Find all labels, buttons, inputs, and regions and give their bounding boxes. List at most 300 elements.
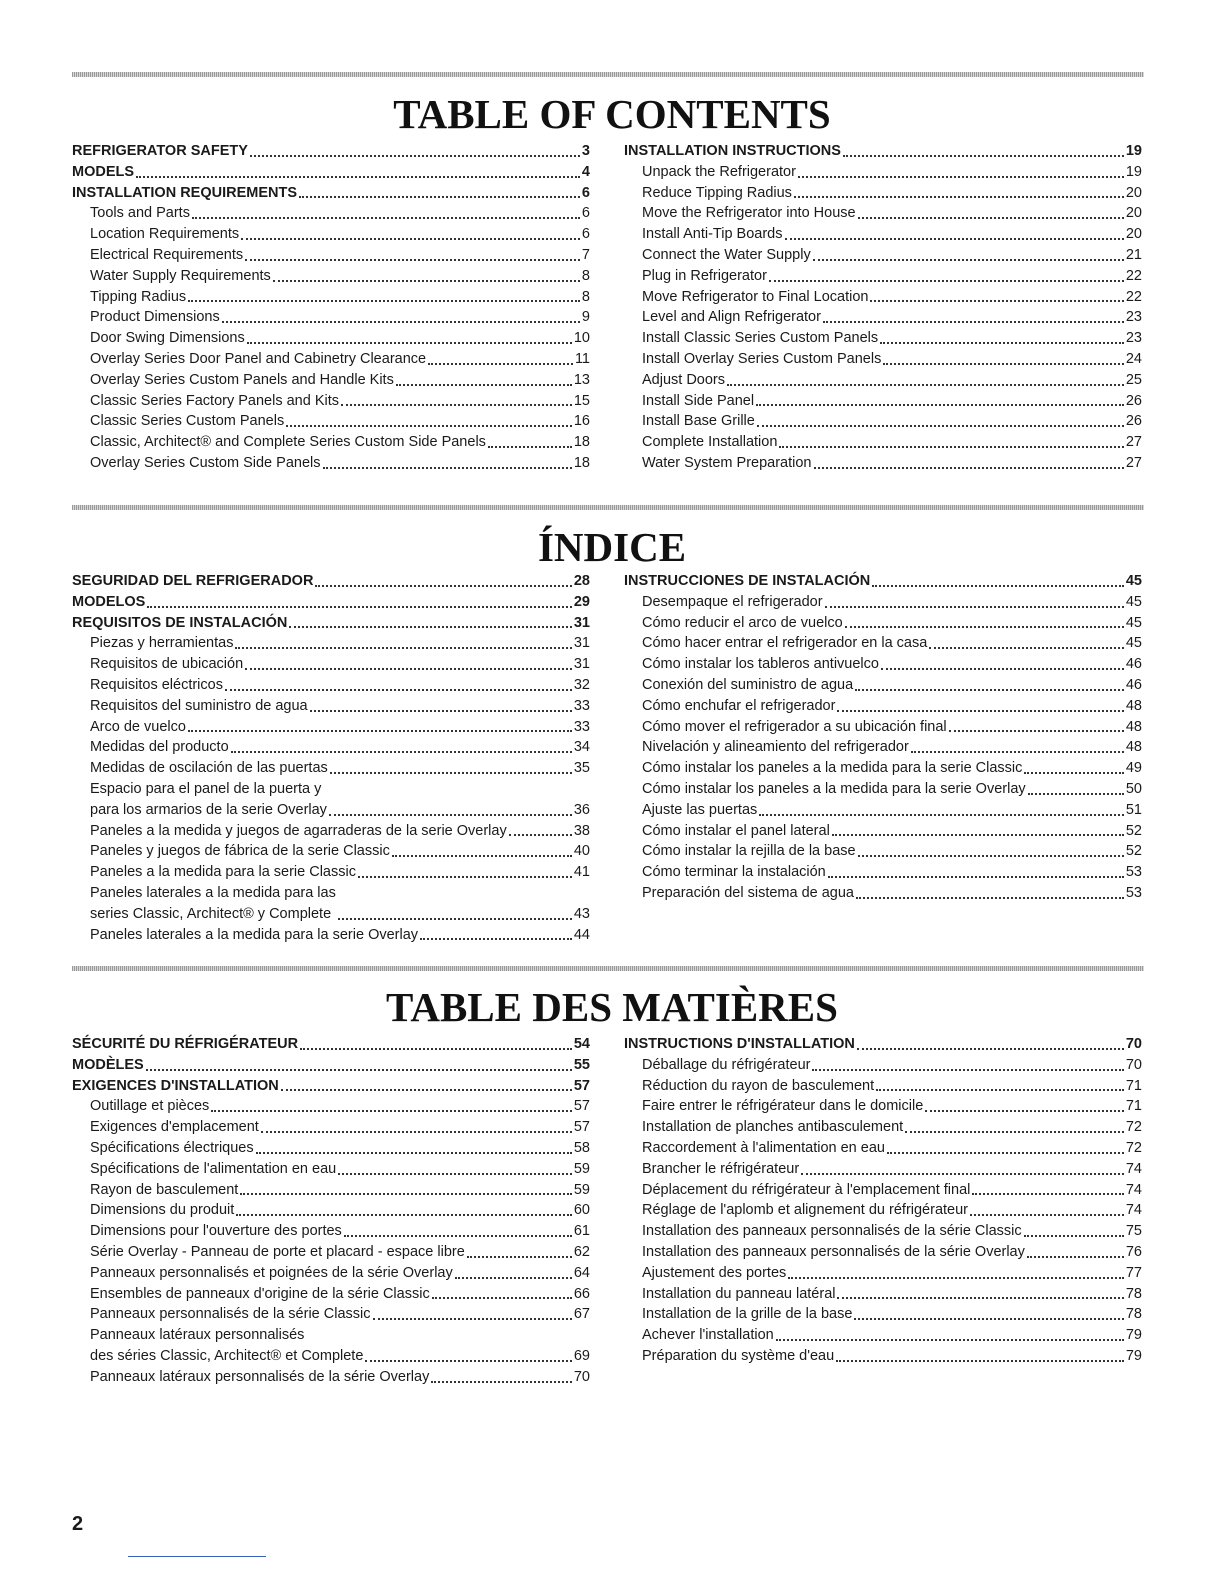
toc-entry-page: 57: [573, 1119, 590, 1136]
dot-leader: [970, 1214, 1124, 1216]
toc-entry-page: 6: [581, 205, 590, 222]
dot-leader: [310, 710, 572, 712]
toc-entry-page: 62: [573, 1243, 590, 1260]
dot-leader: [872, 585, 1124, 587]
toc-entry-label: Water System Preparation: [642, 454, 812, 471]
toc-entry-page: 20: [1125, 226, 1142, 243]
toc-entry[interactable]: [72, 245, 590, 266]
toc-entry-label-line: para los armarios de la serie Overlay: [90, 801, 327, 818]
toc-entry-label: Cómo instalar la rejilla de la base: [642, 843, 856, 860]
dot-leader: [330, 772, 572, 774]
toc-entry-label: Install Side Panel: [642, 392, 755, 409]
dot-leader: [241, 238, 580, 240]
dot-leader: [245, 668, 572, 670]
toc-entry-page: 69: [573, 1347, 590, 1364]
dot-leader: [825, 606, 1124, 608]
toc-entry[interactable]: [624, 411, 1142, 432]
toc-entry[interactable]: [72, 758, 590, 779]
toc-entry[interactable]: [624, 633, 1142, 654]
toc-entry-page: 57: [573, 1077, 590, 1094]
toc-entry-label: Ajuste las puertas: [642, 801, 758, 818]
toc-entry-page: 6: [581, 226, 590, 243]
toc-entry[interactable]: [624, 1159, 1142, 1180]
section-divider: [72, 505, 1144, 510]
toc-entry-page: 41: [573, 864, 590, 881]
toc-entry-label: SEGURIDAD DEL REFRIGERADOR: [72, 573, 314, 589]
toc-entry[interactable]: [72, 696, 590, 717]
dot-leader: [261, 1131, 572, 1133]
toc-entry-page: 46: [1125, 676, 1142, 693]
dot-leader: [880, 342, 1124, 344]
toc-entry-page: 13: [573, 371, 590, 388]
dot-leader: [836, 1360, 1124, 1362]
toc-heading-entry[interactable]: [72, 1076, 590, 1097]
toc-entry-page: 31: [573, 656, 590, 673]
toc-entry[interactable]: [72, 266, 590, 287]
toc-entry[interactable]: [72, 841, 590, 862]
toc-entry-page: 31: [573, 635, 590, 652]
toc-entry-page: 79: [1125, 1327, 1142, 1344]
toc-heading-entry[interactable]: [624, 141, 1142, 162]
toc-entry-label: Classic, Architect® and Complete Series Custom Side Panels: [90, 434, 486, 451]
toc-entry-page: 59: [573, 1160, 590, 1177]
toc-entry[interactable]: [72, 1242, 590, 1263]
toc-entry-label-line: Panneaux latéraux personnalisés: [90, 1327, 305, 1344]
dot-leader: [1027, 1256, 1124, 1258]
toc-entry[interactable]: [624, 1138, 1142, 1159]
toc-entry-label: Cómo instalar los tableros antivuelco: [642, 656, 879, 673]
toc-entry-label: Panneaux personnalisés de la série Classic: [90, 1306, 371, 1323]
toc-entry-label: Exigences d'emplacement: [90, 1119, 259, 1136]
toc-entry-page: 45: [1125, 593, 1142, 610]
toc-entry-page: 74: [1125, 1181, 1142, 1198]
toc-entry[interactable]: [624, 841, 1142, 862]
toc-entry[interactable]: [72, 821, 590, 842]
toc-entry[interactable]: [624, 1284, 1142, 1305]
toc-heading-entry[interactable]: [72, 613, 590, 634]
toc-entry-label: Installation de la grille de la base: [642, 1306, 853, 1323]
toc-entry-page: 72: [1125, 1139, 1142, 1156]
toc-entry[interactable]: [624, 245, 1142, 266]
toc-entry-page: 78: [1125, 1285, 1142, 1302]
toc-entry[interactable]: [72, 391, 590, 412]
toc-entry[interactable]: [624, 1346, 1142, 1367]
toc-entry[interactable]: [72, 1284, 590, 1305]
toc-entry-label: Conexión del suministro de agua: [642, 676, 854, 693]
toc-entry-label: Cómo reducir el arco de vuelco: [642, 614, 843, 631]
toc-entry-page: 48: [1125, 739, 1142, 756]
toc-entry-page: 59: [573, 1181, 590, 1198]
toc-entry-page: 40: [573, 843, 590, 860]
toc-entry[interactable]: [624, 862, 1142, 883]
dot-leader: [759, 814, 1124, 816]
toc-entry[interactable]: [624, 328, 1142, 349]
toc-entry-page: 58: [573, 1139, 590, 1156]
toc-entry-label: REQUISITOS DE INSTALACIÓN: [72, 614, 288, 631]
toc-entry[interactable]: [72, 633, 590, 654]
toc-entry[interactable]: [624, 800, 1142, 821]
toc-entry[interactable]: [72, 1117, 590, 1138]
dot-leader: [273, 280, 580, 282]
toc-entry[interactable]: [624, 592, 1142, 613]
toc-entry-page: 53: [1125, 864, 1142, 881]
toc-entry-page: 66: [573, 1285, 590, 1302]
toc-entry-label: Nivelación y alineamiento del refrigerador: [642, 739, 909, 756]
toc-entry-label: Preparación del sistema de agua: [642, 884, 854, 901]
dot-leader: [245, 259, 580, 261]
toc-entry[interactable]: [72, 328, 590, 349]
toc-entry-page: 52: [1125, 822, 1142, 839]
dot-leader: [455, 1277, 572, 1279]
toc-entry-label: MODELOS: [72, 593, 146, 610]
toc-entry-page: 43: [573, 905, 590, 922]
dot-leader: [136, 176, 580, 178]
dot-leader: [420, 938, 572, 940]
toc-entry-label: MODELS: [72, 163, 135, 180]
dot-leader: [794, 196, 1124, 198]
toc-entry[interactable]: [624, 758, 1142, 779]
toc-heading-entry[interactable]: [624, 1034, 1142, 1055]
toc-entry-label: Cómo instalar los paneles a la medida para la serie Classic: [642, 760, 1023, 777]
toc-entry-page: 64: [573, 1264, 590, 1281]
dot-leader: [358, 876, 572, 878]
toc-entry-page: 18: [573, 434, 590, 451]
toc-entry-page: 29: [573, 593, 590, 610]
toc-entry-page: 3: [581, 143, 590, 159]
toc-heading-entry[interactable]: [72, 162, 590, 183]
toc-entry-label: Move the Refrigerator into House: [642, 205, 856, 222]
toc-entry-label-line: des séries Classic, Architect® et Complete: [90, 1347, 364, 1364]
toc-entry[interactable]: [624, 453, 1142, 474]
toc-heading-entry[interactable]: [72, 571, 590, 592]
dot-leader: [801, 1173, 1124, 1175]
toc-entry[interactable]: [624, 224, 1142, 245]
toc-entry-page: 6: [581, 184, 590, 201]
toc-entry-page: 52: [1125, 843, 1142, 860]
toc-entry-label: [90, 779, 327, 821]
toc-entry[interactable]: [72, 654, 590, 675]
dot-leader: [881, 668, 1124, 670]
toc-entry[interactable]: [72, 675, 590, 696]
toc-entry-label: Product Dimensions: [90, 309, 220, 326]
footer-line: [128, 1556, 266, 1557]
toc-entry-label: Plug in Refrigerator: [642, 267, 767, 284]
toc-entry-label: Arco de vuelco: [90, 718, 186, 735]
toc-entry[interactable]: [624, 162, 1142, 183]
toc-entry-label: Connect the Water Supply: [642, 246, 811, 263]
toc-entry-label: INSTALLATION INSTRUCTIONS: [624, 143, 841, 159]
toc-heading-entry[interactable]: [72, 1055, 590, 1076]
dot-leader: [949, 730, 1124, 732]
toc-entry-page: 10: [573, 330, 590, 347]
toc-entry[interactable]: [624, 183, 1142, 204]
dot-leader: [373, 1318, 572, 1320]
toc-entry[interactable]: [624, 737, 1142, 758]
toc-entry[interactable]: [624, 613, 1142, 634]
toc-entry[interactable]: [624, 1304, 1142, 1325]
dot-leader: [832, 834, 1124, 836]
toc-entry-page: 71: [1125, 1077, 1142, 1094]
toc-entry[interactable]: [72, 370, 590, 391]
toc-entry-page: 45: [1125, 614, 1142, 631]
toc-entry[interactable]: [72, 1138, 590, 1159]
toc-entry-label: Installation des panneaux personnalisés de la série Overlay: [642, 1243, 1025, 1260]
toc-entry-page: 34: [573, 739, 590, 756]
dot-leader: [146, 1069, 572, 1071]
toc-entry[interactable]: [624, 883, 1142, 904]
toc-entry[interactable]: [72, 717, 590, 738]
toc-entry-label: Rayon de basculement: [90, 1181, 239, 1198]
toc-entry-page: 44: [573, 926, 590, 943]
dot-leader: [315, 585, 571, 587]
toc-entry[interactable]: [624, 1200, 1142, 1221]
toc-entry-label: Install Classic Series Custom Panels: [642, 330, 879, 347]
toc-entry-label: Outillage et pièces: [90, 1098, 210, 1115]
toc-heading-entry[interactable]: [72, 141, 590, 162]
toc-entry[interactable]: [72, 411, 590, 432]
toc-entry-page: 53: [1125, 884, 1142, 901]
toc-entry-label: Location Requirements: [90, 226, 240, 243]
toc-entry[interactable]: [624, 779, 1142, 800]
toc-entry[interactable]: [72, 737, 590, 758]
toc-entry[interactable]: [72, 287, 590, 308]
toc-entry[interactable]: [72, 203, 590, 224]
toc-entry[interactable]: [624, 370, 1142, 391]
toc-entry-page: 11: [574, 350, 590, 367]
toc-entry[interactable]: [624, 675, 1142, 696]
toc-entry[interactable]: [624, 717, 1142, 738]
toc-entry-page: 51: [1125, 801, 1142, 818]
section-divider: [72, 966, 1144, 971]
dot-leader: [769, 280, 1124, 282]
toc-entry-label: Reduce Tipping Radius: [642, 184, 792, 201]
toc-entry-label: Cómo instalar los paneles a la medida para la serie Overlay: [642, 780, 1026, 797]
dot-leader: [1024, 1235, 1124, 1237]
toc-entry[interactable]: [72, 1367, 590, 1388]
toc-entry-page: 48: [1125, 697, 1142, 714]
toc-entry[interactable]: [72, 862, 590, 883]
toc-entry-page: 45: [1125, 635, 1142, 652]
toc-entry-page: 26: [1125, 413, 1142, 430]
dot-leader: [344, 1235, 572, 1237]
dot-leader: [299, 196, 580, 198]
toc-entry[interactable]: [72, 1096, 590, 1117]
dot-leader: [488, 446, 572, 448]
toc-entry[interactable]: [72, 925, 590, 946]
toc-heading-entry[interactable]: [72, 1034, 590, 1055]
toc-entry[interactable]: [624, 1221, 1142, 1242]
dot-leader: [236, 1214, 572, 1216]
toc-entry[interactable]: [72, 779, 590, 821]
toc-entry-label: [90, 883, 336, 925]
toc-entry-page: 48: [1125, 718, 1142, 735]
toc-entry-label: Medidas del producto: [90, 739, 229, 756]
toc-entry-label: Ensembles de panneaux d'origine de la série Classic: [90, 1285, 430, 1302]
dot-leader: [757, 425, 1124, 427]
toc-entry[interactable]: [72, 453, 590, 474]
toc-entry-page: 25: [1125, 371, 1142, 388]
toc-entry-label: Préparation du système d'eau: [642, 1347, 835, 1364]
toc-entry-page: 74: [1125, 1160, 1142, 1177]
toc-entry-label: Installation de planches antibasculement: [642, 1119, 904, 1136]
toc-entry[interactable]: [624, 1325, 1142, 1346]
toc-entry-label: Réglage de l'aplomb et alignement du réfrigérateur: [642, 1202, 968, 1219]
toc-heading-entry[interactable]: [72, 183, 590, 204]
dot-leader: [972, 1193, 1123, 1195]
dot-leader: [925, 1110, 1124, 1112]
toc-entry-page: 19: [1125, 143, 1142, 159]
toc-entry-label: Faire entrer le réfrigérateur dans le domicile: [642, 1098, 924, 1115]
toc-entry-label: INSTALLATION REQUIREMENTS: [72, 184, 298, 201]
toc-entry-page: 31: [573, 614, 590, 631]
toc-entry[interactable]: [624, 1096, 1142, 1117]
toc-entry-label: Ajustement des portes: [642, 1264, 787, 1281]
dot-leader: [432, 1297, 572, 1299]
toc-entry[interactable]: [624, 1180, 1142, 1201]
toc-left-column: [72, 1034, 590, 1388]
page-number: 2: [72, 1513, 84, 1535]
dot-leader: [231, 751, 572, 753]
dot-leader: [876, 1089, 1124, 1091]
toc-entry-page: 32: [573, 676, 590, 693]
toc-entry-page: 77: [1125, 1264, 1142, 1281]
dot-leader: [814, 467, 1124, 469]
dot-leader: [431, 1381, 572, 1383]
toc-entry-label: Requisitos de ubicación: [90, 656, 244, 673]
toc-entry-page: 33: [573, 697, 590, 714]
dot-leader: [823, 321, 1124, 323]
dot-leader: [396, 384, 572, 386]
toc-entry-label: Cómo enchufar el refrigerador: [642, 697, 836, 714]
toc-entry-label: INSTRUCTIONS D'INSTALLATION: [624, 1036, 855, 1052]
dot-leader: [341, 404, 572, 406]
dot-leader: [843, 155, 1124, 157]
toc-entry-page: 79: [1125, 1347, 1142, 1364]
toc-entry[interactable]: [624, 1263, 1142, 1284]
toc-entry-label: EXIGENCES D'INSTALLATION: [72, 1077, 279, 1094]
toc-entry[interactable]: [624, 349, 1142, 370]
toc-entry-page: 20: [1125, 184, 1142, 201]
toc-entry-page: 8: [581, 267, 590, 284]
dot-leader: [858, 217, 1124, 219]
toc-entry-page: 72: [1125, 1119, 1142, 1136]
toc-entry[interactable]: [72, 349, 590, 370]
toc-entry[interactable]: [72, 1159, 590, 1180]
dot-leader: [911, 751, 1124, 753]
toc-entry-label: Adjust Doors: [642, 371, 726, 388]
dot-leader: [812, 1069, 1123, 1071]
toc-entry-label: Série Overlay - Panneau de porte et placard - espace libre: [90, 1243, 465, 1260]
toc-entry-page: 18: [573, 454, 590, 471]
toc-entry[interactable]: [72, 1304, 590, 1325]
toc-entry[interactable]: [72, 1221, 590, 1242]
toc-entry-label: Water Supply Requirements: [90, 267, 271, 284]
toc-entry-page: 50: [1125, 780, 1142, 797]
toc-entry[interactable]: [624, 266, 1142, 287]
toc-entry[interactable]: [624, 1076, 1142, 1097]
toc-entry-page: 22: [1125, 288, 1142, 305]
toc-entry[interactable]: [624, 654, 1142, 675]
toc-entry[interactable]: [624, 391, 1142, 412]
toc-entry-label: Spécifications électriques: [90, 1139, 254, 1156]
dot-leader: [905, 1131, 1124, 1133]
toc-entry-label: Installation du panneau latéral: [642, 1285, 836, 1302]
toc-entry-page: 45: [1125, 573, 1142, 589]
toc-heading-entry[interactable]: [624, 571, 1142, 592]
dot-leader: [192, 217, 580, 219]
toc-entry-page: 46: [1125, 656, 1142, 673]
toc-entry[interactable]: [624, 307, 1142, 328]
toc-entry[interactable]: [624, 287, 1142, 308]
dot-leader: [837, 710, 1123, 712]
dot-leader: [365, 1360, 571, 1362]
toc-entry[interactable]: [624, 821, 1142, 842]
toc-entry[interactable]: [624, 1242, 1142, 1263]
toc-entry[interactable]: [72, 1263, 590, 1284]
toc-entry-label: Install Base Grille: [642, 413, 755, 430]
section-title: TABLE DES MATIÈRES: [386, 984, 838, 1030]
toc-heading-entry[interactable]: [72, 592, 590, 613]
dot-leader: [798, 176, 1124, 178]
toc-entry-label: REFRIGERATOR SAFETY: [72, 143, 248, 159]
toc-entry-label: Brancher le réfrigérateur: [642, 1160, 800, 1177]
toc-entry-page: 15: [573, 392, 590, 409]
dot-leader: [281, 1089, 572, 1091]
toc-entry[interactable]: [72, 224, 590, 245]
toc-entry-label: Raccordement à l'alimentation en eau: [642, 1139, 885, 1156]
dot-leader: [727, 384, 1124, 386]
toc-entry-page: 49: [1125, 760, 1142, 777]
toc-entry-page: 33: [573, 718, 590, 735]
toc-entry-label: Door Swing Dimensions: [90, 330, 245, 347]
toc-entry-label: Overlay Series Custom Side Panels: [90, 454, 321, 471]
toc-entry-label-line: series Classic, Architect® y Complete: [90, 905, 332, 922]
toc-entry-page: 55: [573, 1056, 590, 1073]
toc-entry[interactable]: [72, 1180, 590, 1201]
toc-entry[interactable]: [72, 1325, 590, 1367]
toc-entry[interactable]: [72, 1200, 590, 1221]
dot-leader: [837, 1297, 1123, 1299]
toc-entry-page: 21: [1125, 246, 1142, 263]
toc-entry-label: Réduction du rayon de basculement: [642, 1077, 875, 1094]
toc-entry-label: Unpack the Refrigerator: [642, 163, 796, 180]
toc-entry[interactable]: [72, 883, 590, 925]
toc-entry-label: Tipping Radius: [90, 288, 187, 305]
dot-leader: [858, 855, 1124, 857]
dot-leader: [779, 446, 1123, 448]
dot-leader: [776, 1339, 1124, 1341]
dot-leader: [788, 1277, 1124, 1279]
toc-entry-page: 70: [1125, 1056, 1142, 1073]
toc-entry[interactable]: [72, 307, 590, 328]
toc-entry[interactable]: [624, 1117, 1142, 1138]
toc-entry[interactable]: [624, 696, 1142, 717]
dot-leader: [222, 321, 580, 323]
dot-leader: [247, 342, 572, 344]
dot-leader: [250, 155, 580, 157]
toc-entry-label: Requisitos del suministro de agua: [90, 697, 308, 714]
toc-entry[interactable]: [624, 203, 1142, 224]
toc-entry-label: SÉCURITÉ DU RÉFRIGÉRATEUR: [72, 1036, 299, 1052]
dot-leader: [467, 1256, 572, 1258]
toc-entry[interactable]: [624, 432, 1142, 453]
toc-entry-label: Tools and Parts: [90, 205, 190, 222]
toc-entry-label: Electrical Requirements: [90, 246, 244, 263]
toc-entry[interactable]: [624, 1055, 1142, 1076]
toc-entry-page: 78: [1125, 1306, 1142, 1323]
toc-entry[interactable]: [72, 432, 590, 453]
toc-entry-label: Paneles a la medida y juegos de agarraderas de la serie Overlay: [90, 822, 507, 839]
